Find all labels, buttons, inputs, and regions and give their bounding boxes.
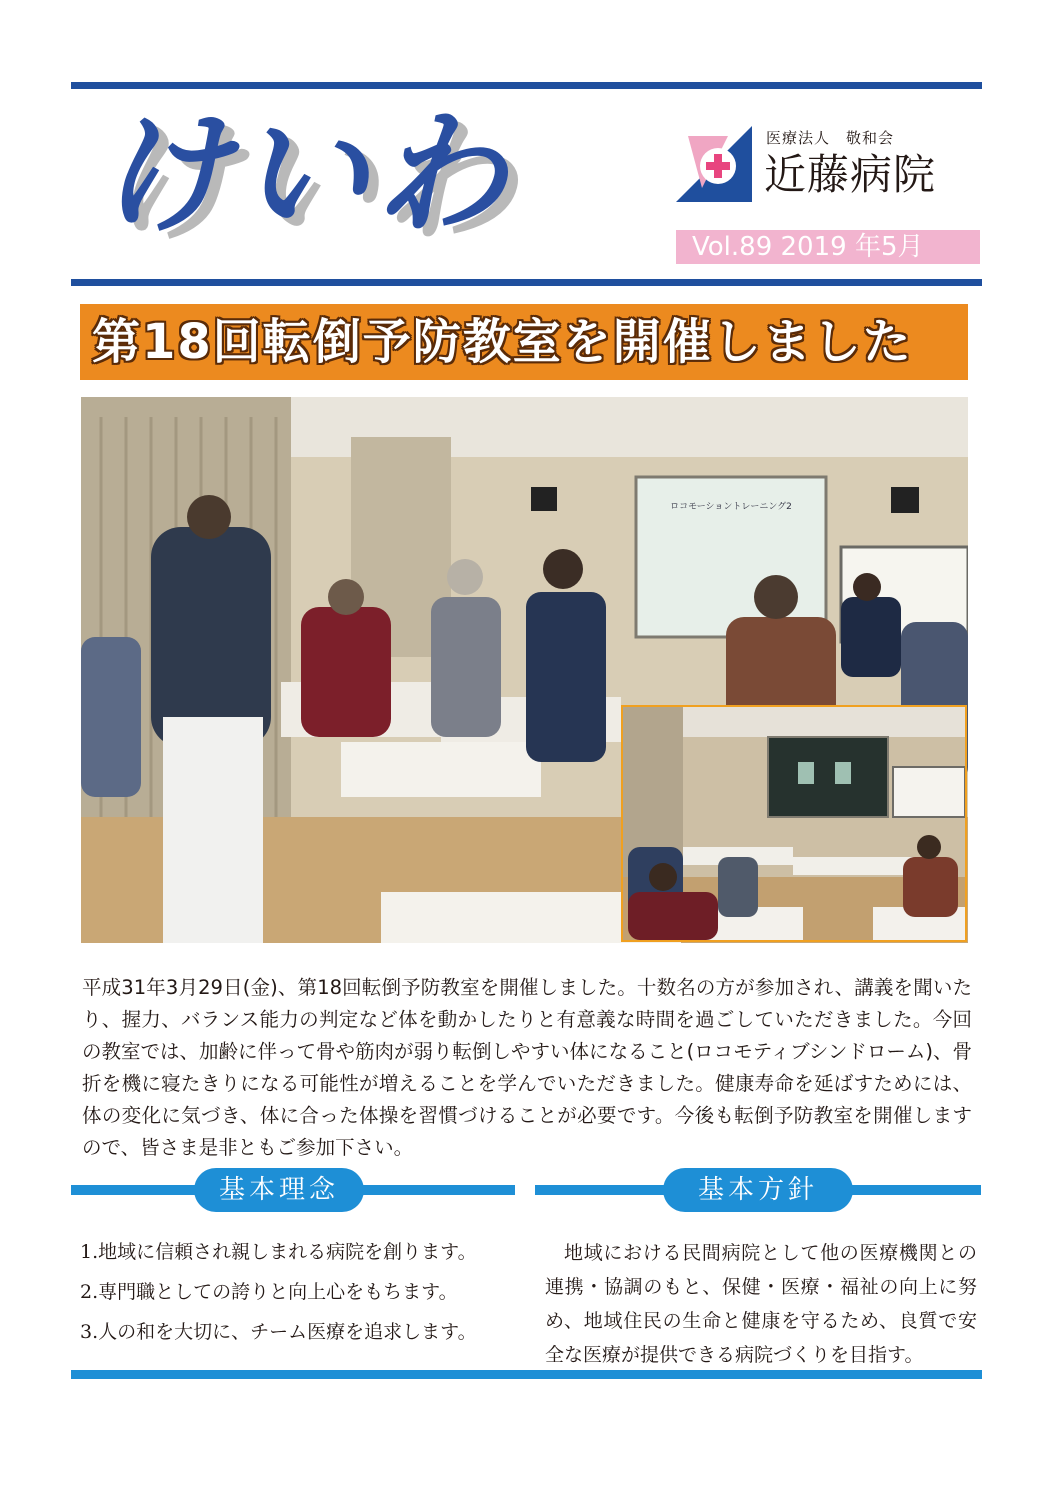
hospital-logo-icon xyxy=(676,126,752,202)
policy-heading: 基本方針 xyxy=(663,1168,853,1212)
newsletter-title: けいわ xyxy=(98,97,512,252)
philosophy-item: 3.人の和を大切に、チーム医療を追求します。 xyxy=(80,1321,477,1343)
bottom-rule xyxy=(71,1370,982,1379)
article-body: 平成31年3月29日(金)、第18回転倒予防教室を開催しました。十数名の方が参加され、講義を聞いたり、握力、バランス能力の判定など体を動かしたりと有意義な時間を過ごしていただきました。今回の教室では、加齢に伴って骨や筋肉が弱り転倒しやすい体になること(ロコモティブシンドローム)、骨折を機に寝たきりになる可能性が増えることを学んでいただきました。健康寿命を延ばすためには、体の変化に気づき、体に合った体操を習慣づけることが必要です。今後も転倒予防教室を開催しますので、皆さま是非ともご参加下さい。 xyxy=(82,976,972,1159)
masthead-bottom-rule xyxy=(71,279,982,286)
philosophy-list xyxy=(80,1232,477,1352)
lecture-inset-photo xyxy=(621,705,967,942)
article-headline: 第18回転倒予防教室を開催しました xyxy=(80,304,968,380)
policy-text: 地域における民間病院として他の医療機関との連携・協調のもと、保健・医療・福祉の向上に努め、地域住民の生命と健康を守るため、良質で安全な医療が提供できる病院づくりを目指す。 xyxy=(545,1242,977,1366)
philosophy-item: 2.専門職としての誇りと向上心をもちます。 xyxy=(80,1281,458,1303)
hospital-corporation: 医療法人 敬和会 xyxy=(766,129,895,147)
top-rule xyxy=(71,82,982,89)
philosophy-item: 1.地域に信頼され親しまれる病院を創ります。 xyxy=(80,1241,477,1263)
hospital-name: 近藤病院 xyxy=(764,150,937,199)
philosophy-heading: 基本理念 xyxy=(194,1168,364,1212)
issue-label: Vol.89 2019 年5月 xyxy=(676,230,980,264)
slide-title-text: ロコモーショントレーニング2 xyxy=(670,502,792,512)
